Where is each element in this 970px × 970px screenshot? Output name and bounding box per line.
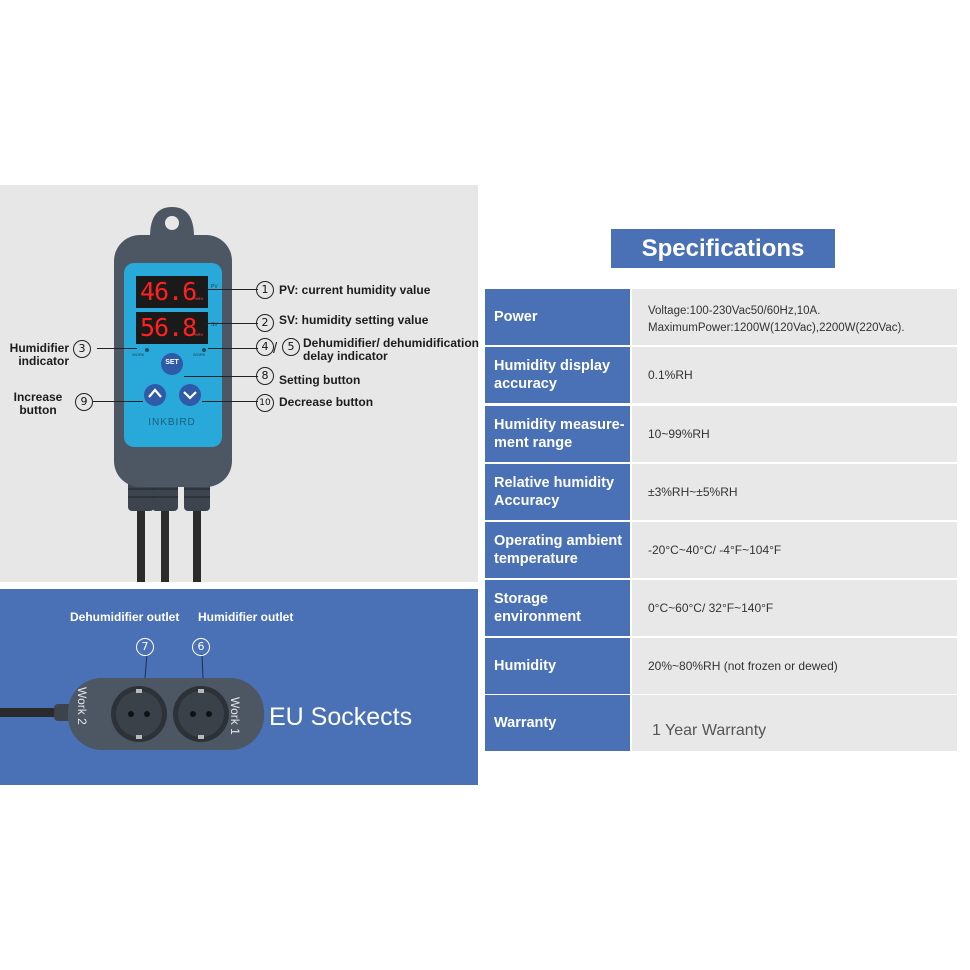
work-indicator-right: WORK <box>193 352 206 357</box>
work2-label: Work 2 <box>75 687 89 725</box>
callout-45-line1: Dehumidifier/ dehumidification <box>303 336 480 350</box>
callout-4-number: 4 <box>256 338 274 356</box>
callout-decrease-button: Decrease button <box>279 395 374 409</box>
spec-row-storage-environment <box>485 580 957 636</box>
sv-tag: SV <box>211 322 218 328</box>
spec-key: Humidity <box>485 638 630 694</box>
specifications-title: Specifications <box>611 229 835 268</box>
callout-5-number: 5 <box>282 338 300 356</box>
spec-value-line1: Voltage:100-230Vac50/60Hz,10A. <box>648 305 821 317</box>
spec-value: 0°C~60°C/ 32°F~140°F <box>632 580 957 636</box>
work1-label: Work 1 <box>228 697 242 735</box>
dehumidifier-outlet-label: Dehumidifier outlet <box>70 610 180 624</box>
callout-9-line1: Increase <box>13 390 63 404</box>
outlet-6-number: 6 <box>192 638 210 656</box>
spec-key: Humidity measure-ment range <box>485 406 630 462</box>
sv-display: 56.8 <box>140 313 197 342</box>
callout-9-line2: button <box>19 403 57 417</box>
spec-value-line2: MaximumPower:1200W(120Vac),2200W(220Vac). <box>648 322 905 334</box>
eu-sockets-label: EU Sockects <box>269 703 413 731</box>
callout-8-number: 8 <box>256 367 274 385</box>
outlet-illustration-panel <box>0 589 478 785</box>
spec-value: -20°C~40°C/ -4°F~104°F <box>632 522 957 578</box>
spec-key: Relative humidity Accuracy <box>485 464 630 520</box>
callout-3-number: 3 <box>73 340 91 358</box>
pv-display: 46.6 <box>140 277 197 306</box>
callout-4-5-separator: / <box>273 340 278 357</box>
set-button[interactable]: SET <box>165 359 179 366</box>
pv-tag: PV <box>211 284 218 290</box>
spec-key: Operating ambient temperature <box>485 522 630 578</box>
callout-3-line2: indicator <box>18 354 69 368</box>
callout-3-line1: Humidifier <box>9 341 69 355</box>
spec-row-display-accuracy <box>485 347 957 403</box>
humidifier-outlet-label: Humidifier outlet <box>198 610 294 624</box>
decrease-button[interactable] <box>179 384 201 406</box>
callout-10-number: 10 <box>256 394 274 412</box>
increase-button[interactable] <box>144 384 166 406</box>
spec-value: 10~99%RH <box>632 406 957 462</box>
callout-1-number: 1 <box>256 281 274 299</box>
callout-humidifier-indicator <box>9 342 69 368</box>
spec-value <box>632 289 957 345</box>
spec-value: 0.1%RH <box>632 347 957 403</box>
spec-key: Warranty <box>485 695 630 751</box>
spec-value: 20%~80%RH (not frozen or dewed) <box>632 638 957 694</box>
spec-row-relative-accuracy <box>485 464 957 520</box>
brand-logo: INKBIRD <box>148 417 196 428</box>
pv-unit: %RH <box>194 296 204 301</box>
callout-sv-label: SV: humidity setting value <box>279 313 429 327</box>
spec-row-measurement-range <box>485 406 957 462</box>
spec-value: 1 Year Warranty <box>632 695 957 751</box>
humidity-controller-drawing <box>0 185 478 582</box>
callout-9-number: 9 <box>75 393 93 411</box>
spec-key: Power <box>485 289 630 345</box>
spec-value: ±3%RH~±5%RH <box>632 464 957 520</box>
outlet-7-number: 7 <box>136 638 154 656</box>
callout-2-number: 2 <box>256 314 274 332</box>
spec-row-power <box>485 289 957 345</box>
spec-row-operating-temperature <box>485 522 957 578</box>
callout-setting-button: Setting button <box>279 373 361 387</box>
work-indicator-left: WORK <box>132 352 145 357</box>
callout-45-line2: delay indicator <box>303 349 388 363</box>
callout-increase-button <box>9 391 67 417</box>
callout-pv-label: PV: current humidity value <box>279 283 431 297</box>
spec-key: Humidity display accuracy <box>485 347 630 403</box>
device-illustration-panel <box>0 185 478 582</box>
spec-key: Storage environment <box>485 580 630 636</box>
spec-row-humidity <box>485 638 957 694</box>
callout-dehumidifier-indicator <box>303 337 479 363</box>
sv-unit: %RH <box>194 332 204 337</box>
spec-row-warranty <box>485 695 957 751</box>
